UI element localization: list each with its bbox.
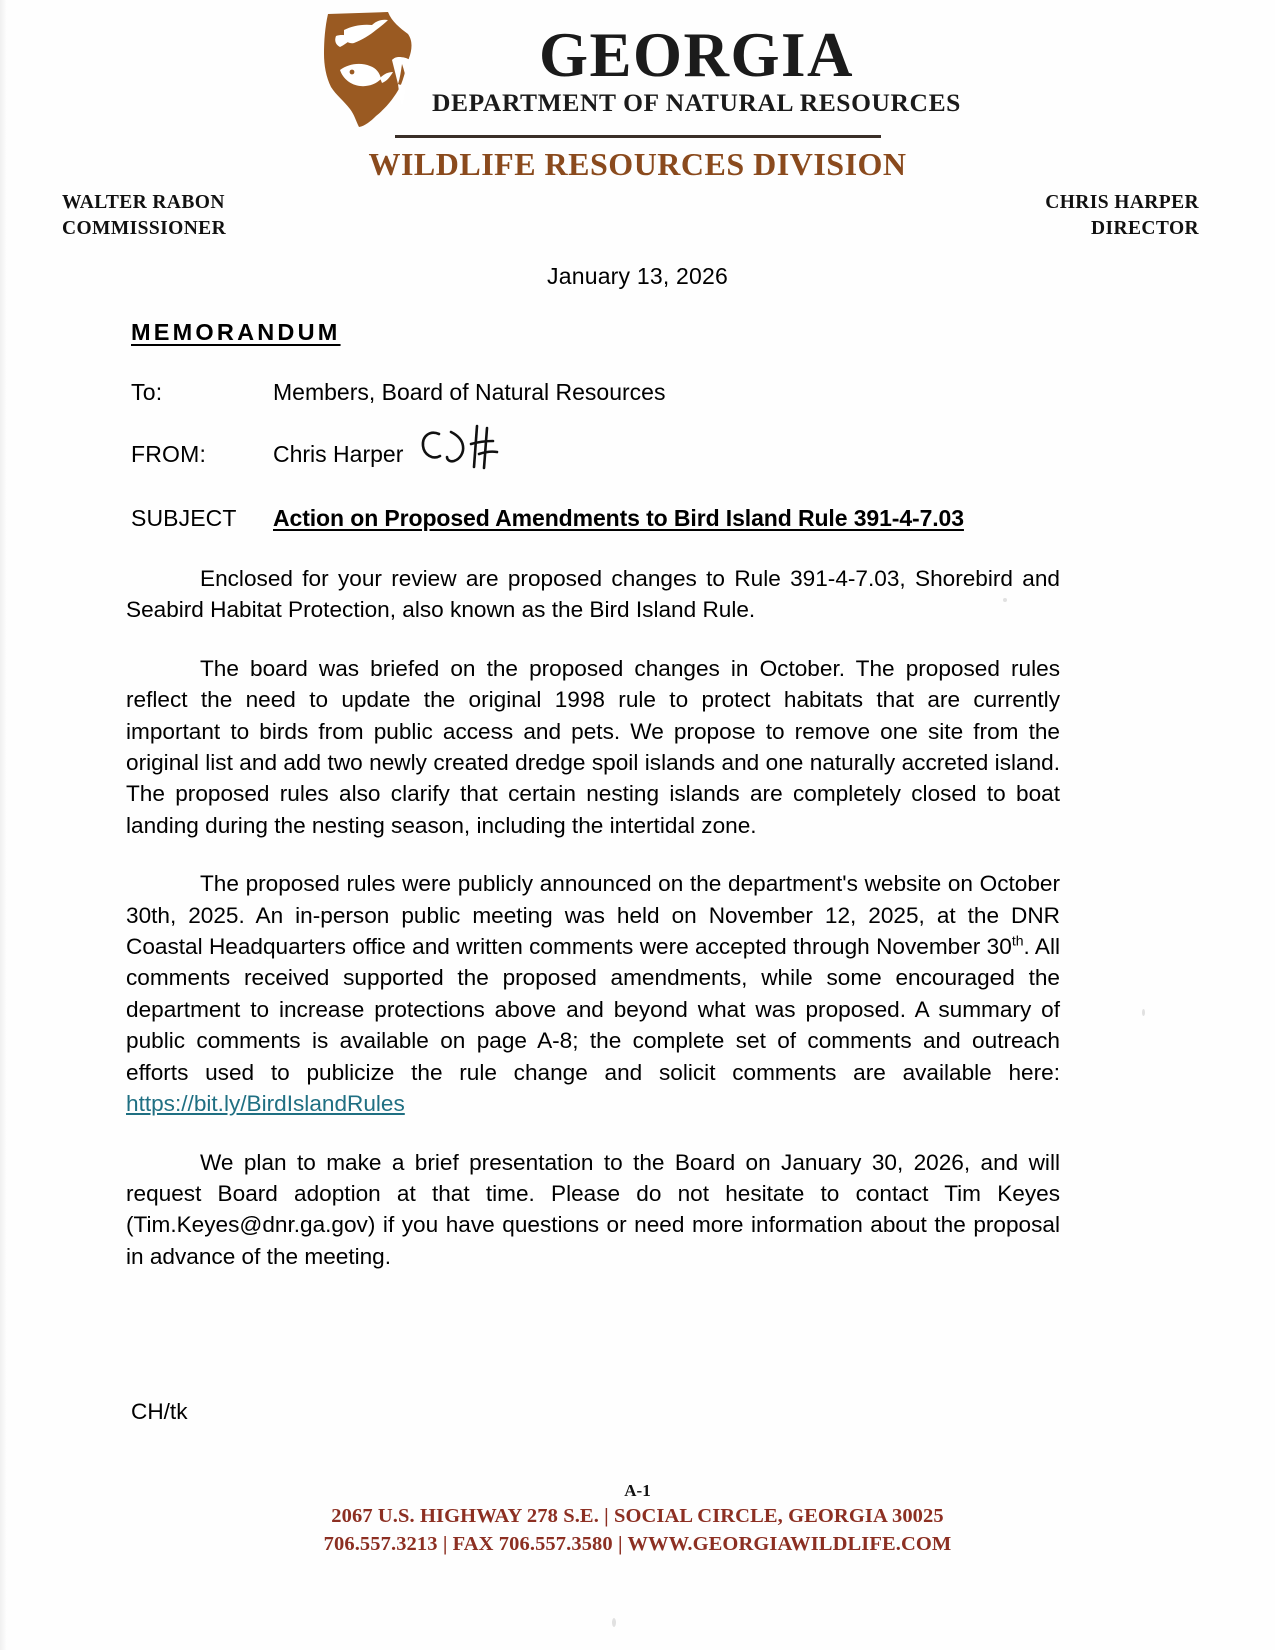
memo-from-row xyxy=(131,441,1071,468)
body-paragraph-3-part-b: . All comments received supported the proposed amendments, while some encouraged the department to increase protections above and beyond what was proposed. A summary of public comments is available on page A-8; the complete set of comments and outreach efforts used to publicize the rule change and solicit comments are available here: xyxy=(126,934,1060,1085)
memo-to-row xyxy=(131,379,1071,406)
commissioner-title: COMMISSIONER xyxy=(62,217,227,239)
page-number: A-1 xyxy=(624,1481,651,1500)
director-title: DIRECTOR xyxy=(1091,217,1199,239)
memo-body xyxy=(126,563,1060,1272)
footer-contact-block xyxy=(0,1503,1275,1559)
memo-subject-label: SUBJECT xyxy=(131,505,237,531)
letterhead-divider xyxy=(395,135,881,138)
memo-heading: MEMORANDUM xyxy=(131,319,341,345)
memo-from-label: FROM: xyxy=(131,441,207,467)
ordinal-superscript: th xyxy=(1011,932,1024,949)
memo-to-label: To: xyxy=(131,379,163,405)
handwritten-signature-icon xyxy=(417,422,509,472)
memo-date: January 13, 2026 xyxy=(547,263,728,289)
footer-phone-line: 706.557.3213 | FAX 706.557.3580 | WWW.GEORGIAWILDLIFE.COM xyxy=(323,1532,952,1555)
scan-speck-artifact xyxy=(612,1618,616,1627)
bird-island-rules-link[interactable]: https://bit.ly/BirdIslandRules xyxy=(126,1091,405,1117)
director-block xyxy=(1045,190,1199,241)
body-paragraph-3 xyxy=(126,868,1060,1119)
logo-row xyxy=(0,6,1275,132)
georgia-state-wildlife-logo-icon xyxy=(314,8,426,130)
division-title: WILDLIFE RESOURCES DIVISION xyxy=(368,146,907,182)
memo-to-value: Members, Board of Natural Resources xyxy=(273,379,666,405)
scan-speck-artifact xyxy=(1142,1009,1145,1016)
body-paragraph-2: The board was briefed on the proposed changes in October. The proposed rules reflect the need to update the original 1998 rule to protect habitats that are currently important to birds from public access and pets. We propose to remove one site from the original list and add two newly created dredge spoil islands and one naturally accreted island. The proposed rules also clarify that certain nesting islands are completely closed to boat landing during the nesting season, including the intertidal zone. xyxy=(126,655,1060,838)
wordmark-title: GEORGIA xyxy=(538,19,855,90)
commissioner-block xyxy=(62,190,226,241)
wordmark-subtitle: DEPARTMENT OF NATURAL RESOURCES xyxy=(432,87,961,117)
director-name: CHRIS HARPER xyxy=(1045,192,1199,213)
body-paragraph-3-part-a: The proposed rules were publicly announced on the department's website on October 30th, 2025. An in-person public meeting was held on November 12, 2025, at the DNR Coastal Headquarters office and written comments were accepted through November 30 xyxy=(126,871,1060,960)
body-paragraph-1: Enclosed for your review are proposed changes to Rule 391-4-7.03, Shorebird and Seabird Habitat Protection, also known as the Bird Island Rule. xyxy=(126,566,1060,623)
memo-subject-row xyxy=(131,505,1071,532)
commissioner-name: WALTER RABON xyxy=(62,192,225,213)
footer-address-line: 2067 U.S. HIGHWAY 278 S.E. | SOCIAL CIRCLE, GEORGIA 30025 xyxy=(331,1505,944,1527)
letterhead xyxy=(0,6,1275,183)
wordmark xyxy=(432,21,961,117)
scan-edge-artifact xyxy=(0,0,7,1650)
memo-subject-value: Action on Proposed Amendments to Bird Island Rule 391-4-7.03 xyxy=(273,505,964,531)
memo-from-value: Chris Harper xyxy=(273,441,404,467)
body-paragraph-4: We plan to make a brief presentation to the Board on January 30, 2026, and will request Board adoption at that time. Please do not hesitate to contact Tim Keyes (Tim.Keyes@dnr.ga.gov) if you have questions or need more information about the proposal in advance of the meeting. xyxy=(126,1149,1060,1269)
author-initials: CH/tk xyxy=(131,1399,188,1424)
